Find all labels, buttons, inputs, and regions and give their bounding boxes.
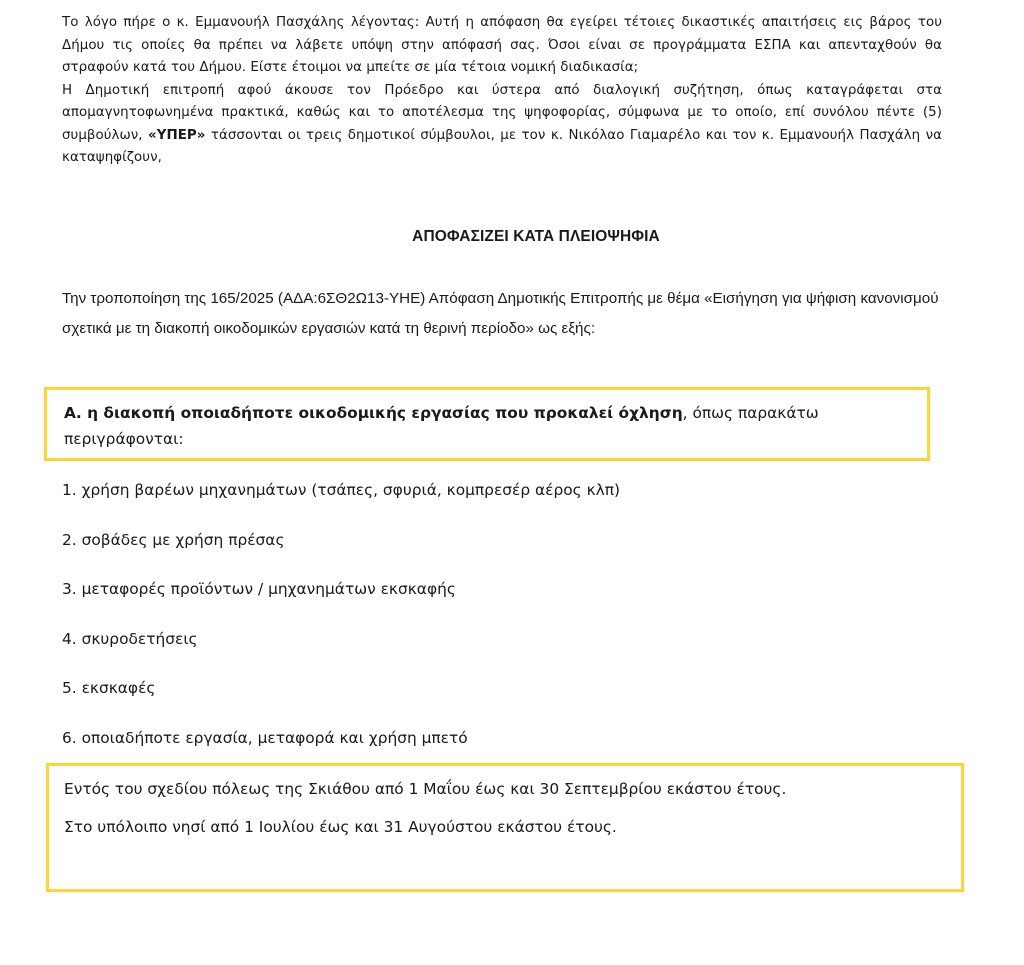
list-item: 5. εκσκαφές <box>62 679 156 697</box>
works-list <box>62 476 862 773</box>
intro-p2-text-end: τάσσονται οι τρεις δημοτικοί σύμβουλοι, με τον κ. Νικόλαο Γιαμαρέλο και τον κ. Εμμανουήλ Πασχάλη να καταψηφίζουν, <box>62 127 942 165</box>
section-a-text <box>64 400 914 452</box>
list-item: 6. οποιαδήποτε εργασία, μεταφορά και χρήση μπετό <box>62 728 468 747</box>
intro-text <box>62 12 942 170</box>
section-a-highlight-box <box>44 387 930 461</box>
intro-paragraph-2 <box>62 80 942 170</box>
decision-paragraph: Την τροποποίηση της 165/2025 (ΑΔΑ:6ΣΘ2Ω13-ΥΗΕ) Απόφαση Δημοτικής Επιτροπής με θέμα «Εισήγηση για ψήφιση κανονισμού σχετικά με τη διακοπή οικοδομικών εργασιών κατά τη θερινή περίοδο» ως εξής: <box>62 290 939 337</box>
decision-text <box>62 284 942 344</box>
section-a-title: Α. η διακοπή οποιαδήποτε οικοδομικής εργασίας που προκαλεί όχληση <box>64 404 683 422</box>
list-item: 4. σκυροδετήσεις <box>62 629 198 648</box>
period-rest-of-island: Στο υπόλοιπο νησί από 1 Ιουλίου έως και 31 Αυγούστου εκάστου έτους. <box>64 818 617 836</box>
list-item: 1. χρήση βαρέων μηχανημάτων (τσάπες, σφυριά, κομπρεσέρ αέρος κλπ) <box>62 481 621 499</box>
decision-heading: ΑΠΟΦΑΣΙΖΕΙ ΚΑΤΑ ΠΛΕΙΟΨΗΦΙΑ <box>412 228 660 245</box>
list-item: 3. μεταφορές προϊόντων / μηχανημάτων εκσκαφής <box>62 580 456 598</box>
section-a-rest: , όπως παρακάτω περιγράφονται: <box>64 404 819 448</box>
intro-p2-text: Η Δημοτική επιτροπή αφού άκουσε τον Πρόεδρο και ύστερα από διαλογική συζήτηση, όπως καταγράφεται στα απομαγνητοφωνημένα πρακτικά, καθώς και το αποτέλεσμα της ψηφοφορίας, σύμφωνα με το οποίο, επί συνόλου πέντε (5) συμβούλων, <box>62 82 942 143</box>
vote-for-label: «ΥΠΕΡ» <box>148 127 206 143</box>
periods-highlight-box <box>46 763 964 892</box>
list-item: 2. σοβάδες με χρήση πρέσας <box>62 530 285 549</box>
periods-text <box>64 776 944 852</box>
intro-paragraph-1: Το λόγο πήρε ο κ. Εμμανουήλ Πασχάλης λέγοντας: Αυτή η απόφαση θα εγείρει τέτοιες δικαστικές απαιτήσεις εις βάρος του Δήμου τις οποίες θα πρέπει να λάβετε υπόψη στην απόφασή σας. Όσοι είναι σε προγράμματα ΕΣΠΑ και απενταχθούν θα στραφούν κατά του Δήμου. Είστε έτοιμοι να μπείτε σε μία τέτοια νομική διαδικασία; <box>62 15 942 75</box>
period-town-plan: Εντός του σχεδίου πόλεως της Σκιάθου από 1 Μαΐου έως και 30 Σεπτεμβρίου εκάστου έτους. <box>64 780 787 798</box>
